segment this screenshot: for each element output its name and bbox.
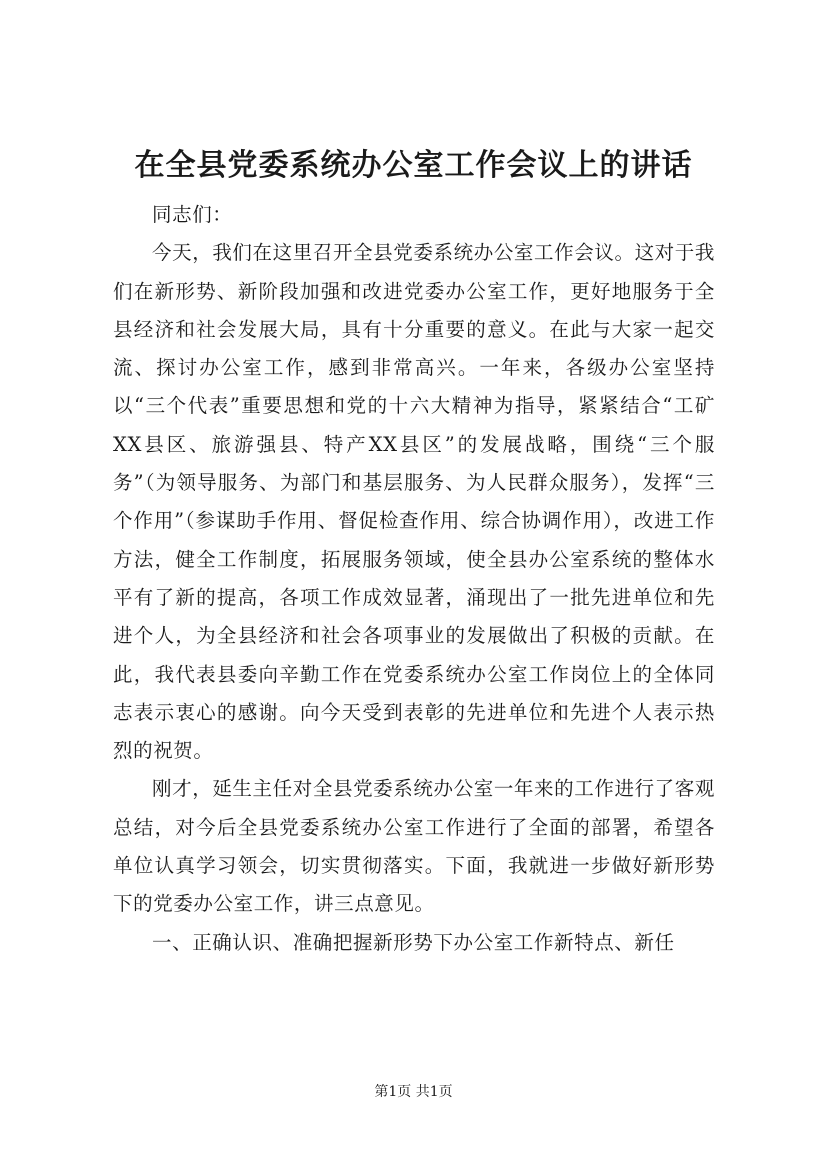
page-footer [0, 1082, 827, 1102]
salutation-paragraph: 同志们： [152, 203, 233, 226]
document-body [113, 196, 715, 962]
body-paragraph: 今天，我们在这里召开全县党委系统办公室工作会议。这对于我们在新形势、新阶段加强和改进党委办公室工作，更好地服务于全县经济和社会发展大局，具有十分重要的意义。在此与大家一起交流、探讨办公室工作，感到非常高兴。一年来，各级办公室坚持以“三个代表”重要思想和党的十六大精神为指导，紧紧结合“工矿XX县区、旅游强县、特产XX县区”的发展战略，围绕“三个服务”（为领导服务、为部门和基层服务、为人民群众服务），发挥“三个作用”（参谋助手作用、督促检查作用、综合协调作用），改进工作方法，健全工作制度，拓展服务领域，使全县办公室系统的整体水平有了新的提高，各项工作成效显著，涌现出了一批先进单位和先进个人，为全县经济和社会各项事业的发展做出了积极的贡献。在此，我代表县委向辛勤工作在党委系统办公室工作岗位上的全体同志表示衷心的感谢。向今天受到表彰的先进单位和先进个人表示热烈的祝贺。 [113, 241, 715, 763]
page-number-label: 第1页 共1页 [374, 1084, 453, 1100]
body-paragraph: 刚才，延生主任对全县党委系统办公室一年来的工作进行了客观总结，对今后全县党委系统办公室工作进行了全面的部署，希望各单位认真学习领会，切实贯彻落实。下面，我就进一步做好新形势下的党委办公室工作，讲三点意见。 [113, 777, 715, 916]
document-title: 在全县党委系统办公室工作会议上的讲话 [134, 148, 693, 183]
section-heading-paragraph: 一、正确认识、准确把握新形势下办公室工作新特点、新任 [152, 930, 675, 954]
